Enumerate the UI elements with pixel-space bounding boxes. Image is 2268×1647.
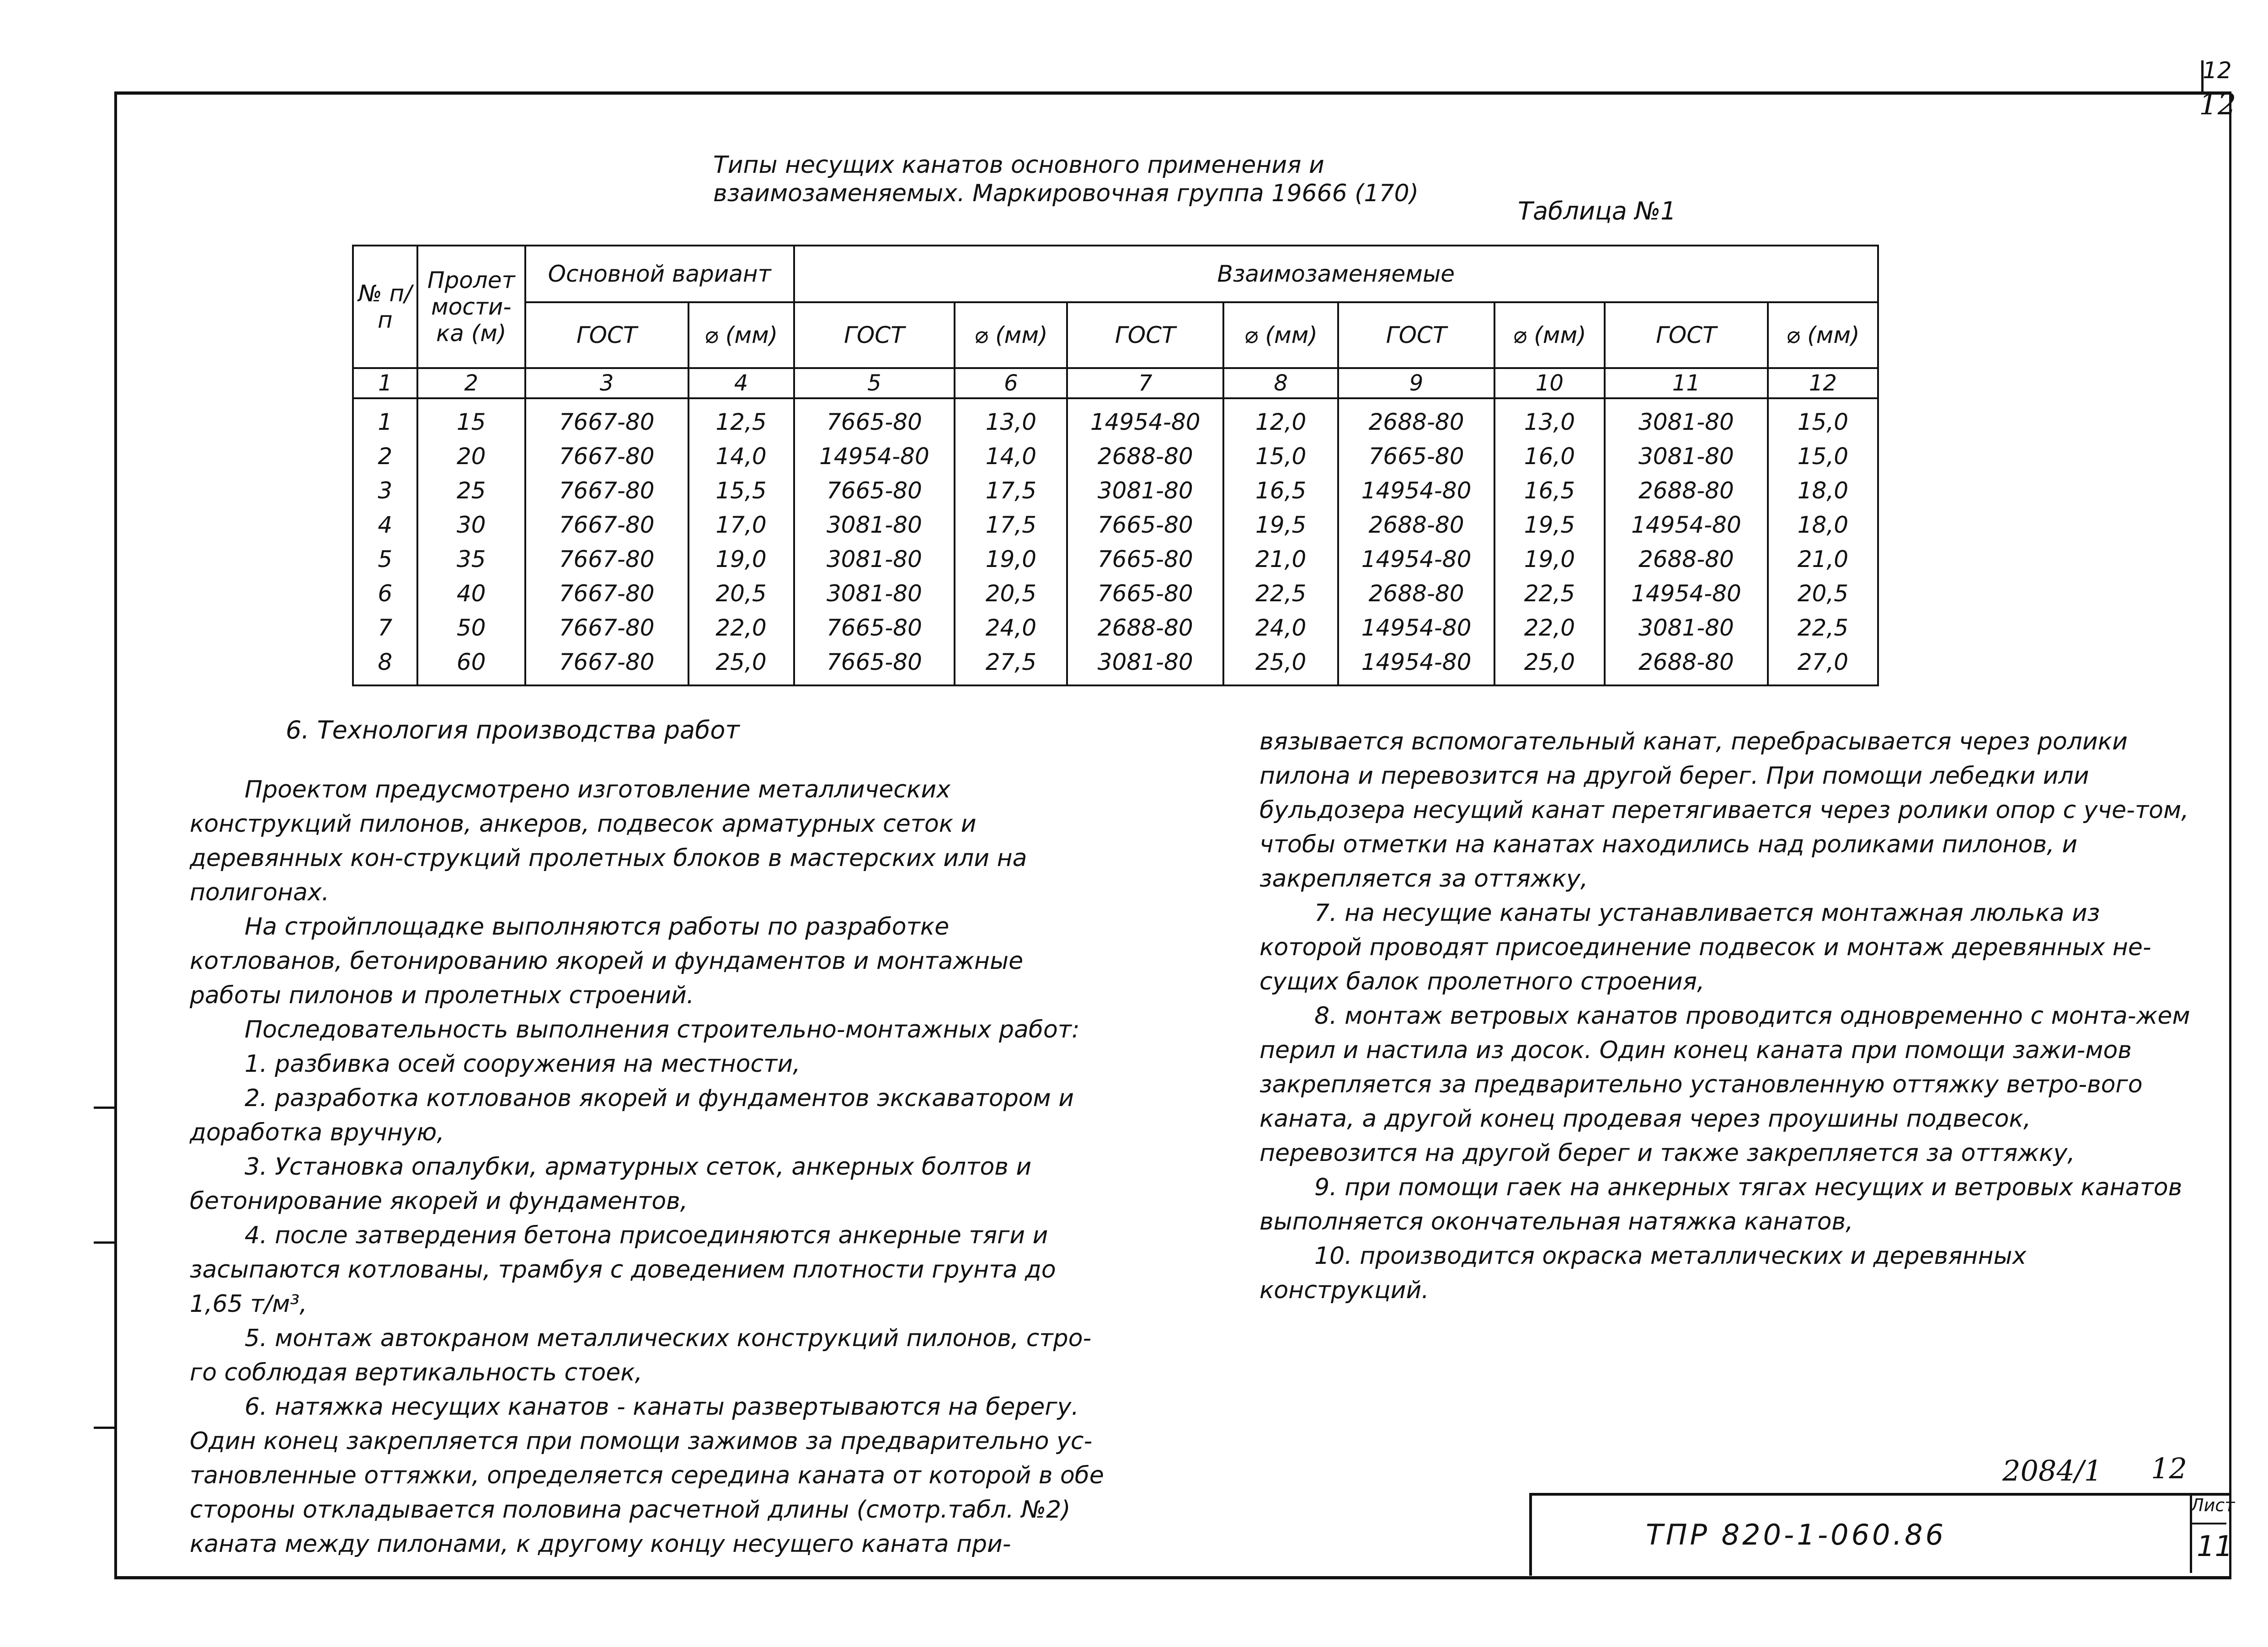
table-cell: 15,0 [1768,398,1878,439]
table-cell: 18,0 [1768,473,1878,508]
table-cell: 7667-80 [525,542,688,576]
section-heading: 6. Технология производства работ [286,716,740,744]
table-body [353,398,1878,685]
table-cell: 3 [353,473,417,508]
inventory-sheet: 12 [2151,1452,2187,1485]
table-cell: 14,0 [955,439,1067,473]
header-number: № п/п [353,246,417,368]
header-main-variant: Основной вариант [525,246,794,302]
table-cell: 25,0 [688,645,794,685]
table-cell: 19,0 [688,542,794,576]
list-item: 6. натяжка несущих канатов - канаты развертываются на берегу. Один конец закрепляется при помощи зажимов за предварительно ус-тановленные оттяжки, определяется середина каната от которой в обе стороны откладывается половина расчетной длины (смотр.табл. №2) каната между пилонами, к другому концу несущего каната при- [190,1393,1104,1558]
table-cell: 30 [417,508,525,542]
table-cell: 12,5 [688,398,794,439]
table-cell: 5 [353,542,417,576]
table-cell: 7665-80 [1067,508,1223,542]
table-row [353,610,1878,645]
table-cell: 14954-80 [1067,398,1223,439]
table-cell: 21,0 [1223,542,1338,576]
table-cell: 7667-80 [525,645,688,685]
table-cell: 14954-80 [1338,610,1494,645]
table-cell: 24,0 [955,610,1067,645]
table-cell: 7665-80 [1067,576,1223,610]
table-cell: 3081-80 [1605,610,1768,645]
column-number: 12 [1768,368,1878,398]
column-number: 2 [417,368,525,398]
table-number-label: Таблица №1 [1518,197,1676,225]
list-item: 1. разбивка осей сооружения на местности, [245,1050,800,1078]
table-cell: 3081-80 [794,508,955,542]
cable-types-table [352,245,1879,686]
inventory-number: 2084/1 [2002,1454,2103,1487]
table-cell: 3081-80 [1605,398,1768,439]
header-gost: ГОСТ [1605,302,1768,368]
table-cell: 19,5 [1223,508,1338,542]
table-cell: 2688-80 [1605,473,1768,508]
table-cell: 7 [353,610,417,645]
table-cell: 14954-80 [1338,473,1494,508]
table-cell: 20,5 [688,576,794,610]
table-cell: 2688-80 [1605,645,1768,685]
table-title-line-2: взаимозаменяемых. Маркировочная группа 19666 (170) [713,180,1419,207]
table-cell: 17,5 [955,473,1067,508]
header-interchangeable: Взаимозаменяемые [794,246,1878,302]
table-cell: 16,5 [1223,473,1338,508]
header-gost: ГОСТ [1067,302,1223,368]
column-number: 4 [688,368,794,398]
table-cell: 7667-80 [525,473,688,508]
table-cell: 12,0 [1223,398,1338,439]
header-span: Пролет мости-ка (м) [417,246,525,368]
binding-tick [94,1107,114,1109]
paragraph: Проектом предусмотрено изготовление металлических конструкций пилонов, анкеров, подвесок арматурных сеток и деревянных кон-струкций пролетных блоков в мастерских или на полигонах. [190,776,1027,906]
paragraph: вязывается вспомогательный канат, перебрасывается через ролики пилона и перевозится на другой берег. При помощи лебедки или бульдозера несущий канат перетягивается через ролики опор с уче-том, чтобы отметки на канатах находились над роликами пилонов, и закрепляется за оттяжку, [1259,728,2189,893]
column-number: 9 [1338,368,1494,398]
list-item: 10. производится окраска металлических и деревянных конструкций. [1259,1242,2027,1304]
table-cell: 7665-80 [794,398,955,439]
table-cell: 22,0 [1494,610,1605,645]
table-cell: 3081-80 [1067,645,1223,685]
header-diameter: ⌀ (мм) [955,302,1067,368]
header-diameter: ⌀ (мм) [1768,302,1878,368]
table-cell: 2688-80 [1338,576,1494,610]
corner-page-number-small: 12 [2203,57,2232,84]
table-cell: 7665-80 [1338,439,1494,473]
table-cell: 22,5 [1768,610,1878,645]
column-number: 3 [525,368,688,398]
table-cell: 22,5 [1223,576,1338,610]
table-row [353,439,1878,473]
table-cell: 14954-80 [794,439,955,473]
table-cell: 18,0 [1768,508,1878,542]
table-cell: 7667-80 [525,439,688,473]
table-cell: 2 [353,439,417,473]
table-cell: 14,0 [688,439,794,473]
table-cell: 22,5 [1494,576,1605,610]
table-cell: 4 [353,508,417,542]
table-cell: 13,0 [1494,398,1605,439]
table-cell: 35 [417,542,525,576]
table-row [353,576,1878,610]
table-cell: 3081-80 [1605,439,1768,473]
table-cell: 60 [417,645,525,685]
table-cell: 14954-80 [1338,645,1494,685]
table-cell: 16,5 [1494,473,1605,508]
table-cell: 14954-80 [1605,508,1768,542]
table-cell: 20,5 [1768,576,1878,610]
table-cell: 20 [417,439,525,473]
list-item: 7. на несущие канаты устанавливается монтажная люлька из которой проводят присоединение подвесок и монтаж деревянных не-сущих балок пролетного строения, [1259,899,2151,995]
table-title-line-1: Типы несущих канатов основного применения и [713,151,1324,179]
corner-page-number: 12 [2199,88,2236,122]
list-item: 2. разработка котлованов якорей и фундаментов экскаватором и доработка вручную, [190,1085,1074,1146]
table-cell: 7665-80 [794,473,955,508]
table-cell: 15,0 [1223,439,1338,473]
title-block-divider [2190,1523,2226,1524]
table-cell: 2688-80 [1067,439,1223,473]
list-item: 3. Установка опалубки, арматурных сеток, анкерных болтов и бетонирование якорей и фундаментов, [190,1153,1032,1215]
table-cell: 7667-80 [525,610,688,645]
column-number: 8 [1223,368,1338,398]
table-cell: 40 [417,576,525,610]
table-cell: 25 [417,473,525,508]
list-item: 5. монтаж автокраном металлических конструкций пилонов, стро-го соблюдая вертикальность стоек, [190,1325,1092,1386]
table-cell: 6 [353,576,417,610]
table-cell: 8 [353,645,417,685]
paragraph: Последовательность выполнения строительно-монтажных работ: [245,1016,1080,1043]
list-item: 4. после затвердения бетона присоединяются анкерные тяги и засыпаются котлованы, трамбуя с доведением плотности грунта до 1,65 т/м³, [190,1222,1056,1318]
table-cell: 3081-80 [1067,473,1223,508]
table-cell: 17,0 [688,508,794,542]
table-row [353,508,1878,542]
table-cell: 7665-80 [1067,542,1223,576]
table-cell: 16,0 [1494,439,1605,473]
table-row [353,398,1878,439]
header-gost: ГОСТ [794,302,955,368]
list-item: 9. при помощи гаек на анкерных тягах несущих и ветровых канатов выполняется окончательная натяжка канатов, [1259,1174,2183,1235]
table-cell: 22,0 [688,610,794,645]
column-number: 6 [955,368,1067,398]
sheet-label: Лист [2191,1495,2235,1515]
table-row [353,645,1878,685]
column-number: 7 [1067,368,1223,398]
column-number: 5 [794,368,955,398]
table-row [353,473,1878,508]
header-gost: ГОСТ [1338,302,1494,368]
header-diameter: ⌀ (мм) [1223,302,1338,368]
sheet-number: 11 [2197,1529,2233,1563]
table-cell: 2688-80 [1067,610,1223,645]
table-row [353,542,1878,576]
table-cell: 19,5 [1494,508,1605,542]
right-text-column [1259,725,2192,1308]
table-cell: 7665-80 [794,610,955,645]
column-numbers-row [353,368,1878,398]
header-diameter: ⌀ (мм) [1494,302,1605,368]
table-cell: 14954-80 [1605,576,1768,610]
column-number: 1 [353,368,417,398]
table-cell: 27,5 [955,645,1067,685]
left-text-column [190,773,1104,1561]
table-cell: 13,0 [955,398,1067,439]
table-cell: 15 [417,398,525,439]
header-gost: ГОСТ [525,302,688,368]
table-cell: 3081-80 [794,542,955,576]
table-cell: 25,0 [1223,645,1338,685]
table-cell: 17,5 [955,508,1067,542]
table-cell: 3081-80 [794,576,955,610]
paragraph: На стройплощадке выполняются работы по разработке котлованов, бетонированию якорей и фундаментов и монтажные работы пилонов и пролетных строений. [190,913,1024,1009]
binding-tick [94,1241,114,1244]
table-cell: 19,0 [1494,542,1605,576]
header-diameter: ⌀ (мм) [688,302,794,368]
table-cell: 21,0 [1768,542,1878,576]
table-cell: 7667-80 [525,576,688,610]
table-cell: 14954-80 [1338,542,1494,576]
table-cell: 20,5 [955,576,1067,610]
column-number: 10 [1494,368,1605,398]
table-cell: 7665-80 [794,645,955,685]
binding-tick [94,1427,114,1429]
table-cell: 7667-80 [525,398,688,439]
table-cell: 2688-80 [1338,508,1494,542]
table-cell: 50 [417,610,525,645]
table-cell: 15,0 [1768,439,1878,473]
table-cell: 19,0 [955,542,1067,576]
table-cell: 27,0 [1768,645,1878,685]
table-cell: 2688-80 [1605,542,1768,576]
document-code: ТПР 820-1-060.86 [1646,1518,1947,1551]
table-cell: 15,5 [688,473,794,508]
table-cell: 24,0 [1223,610,1338,645]
table-cell: 2688-80 [1338,398,1494,439]
table-cell: 1 [353,398,417,439]
list-item: 8. монтаж ветровых канатов проводится одновременно с монта-жем перил и настила из досок. Один конец каната при помощи зажи-мов закрепляется за предварительно установленную оттяжку ветро-вого каната, а другой конец продевая через проушины подвесок, перевозится на другой берег и также закрепляется за оттяжку, [1259,1002,2190,1167]
table-cell: 25,0 [1494,645,1605,685]
column-number: 11 [1605,368,1768,398]
table-cell: 7667-80 [525,508,688,542]
